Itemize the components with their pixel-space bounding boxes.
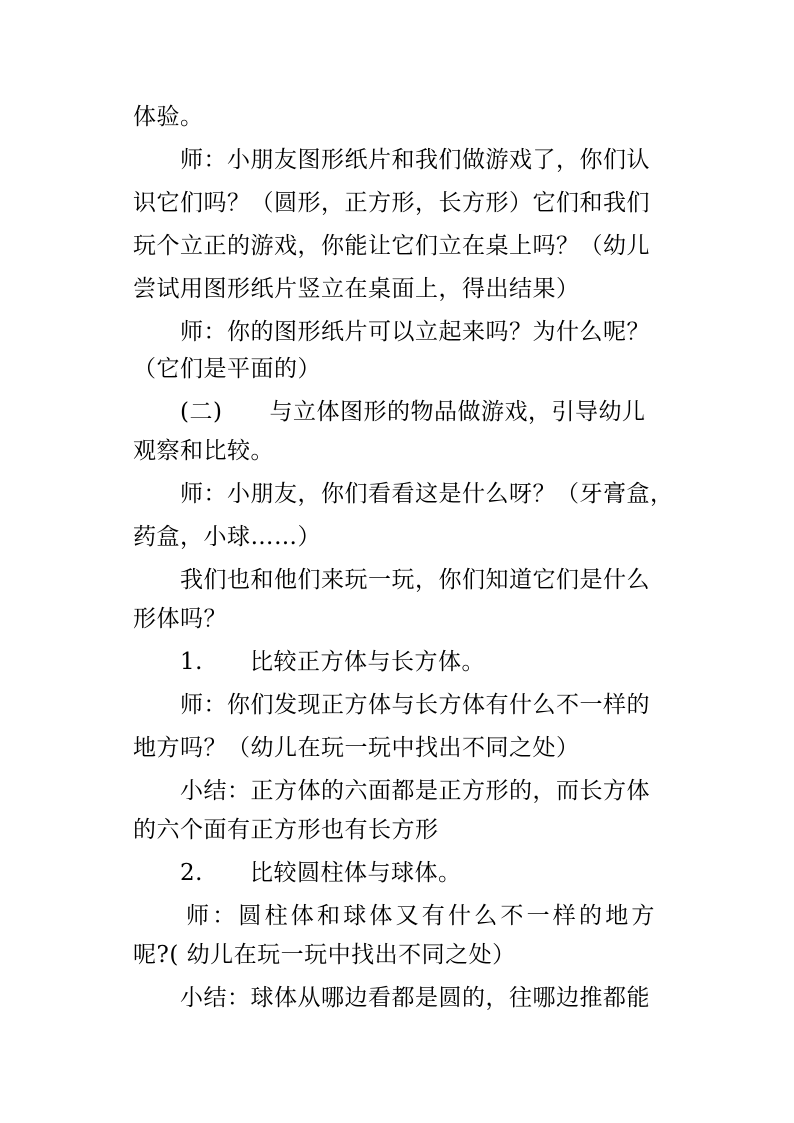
text-line: 地方吗？（幼儿在玩一玩中找出不同之处） bbox=[133, 735, 580, 761]
numbered-item: 2. 比较圆柱体与球体。 bbox=[180, 860, 462, 886]
numbered-item: 1. 比较正方体与长方体。 bbox=[180, 649, 485, 675]
text-line: 呢?( 幼儿在玩一玩中找出不同之处） bbox=[133, 942, 516, 968]
text-line: 师：你们发现正方体与长方体有什么不一样的 bbox=[180, 692, 650, 718]
text-line: 药盒，小球……） bbox=[133, 524, 321, 550]
text-line: 尝试用图形纸片竖立在桌面上，得出结果） bbox=[133, 276, 580, 302]
text-line: 形体吗？ bbox=[133, 606, 227, 632]
text-line: 小结：正方体的六面都是正方形的，而长方体 bbox=[180, 778, 650, 804]
section-heading: (二) 与立体图形的物品做游戏，引导幼儿 bbox=[180, 399, 646, 425]
text-line: 玩个立正的游戏，你能让它们立在桌上吗？（幼儿 bbox=[133, 233, 650, 259]
text-line: 我们也和他们来玩一玩，你们知道它们是什么 bbox=[180, 567, 650, 593]
text-line: 师：圆柱体和球体又有什么不一样的地方 bbox=[186, 903, 658, 929]
text-line: 识它们吗？（圆形，正方形，长方形）它们和我们 bbox=[133, 190, 650, 216]
text-line: （它们是平面的） bbox=[133, 356, 321, 382]
text-line: 师：小朋友，你们看看这是什么呀？（牙膏盒， bbox=[180, 481, 674, 507]
text-line: 小结：球体从哪边看都是圆的，往哪边推都能 bbox=[180, 985, 650, 1011]
text-line: 师：小朋友图形纸片和我们做游戏了，你们认 bbox=[180, 147, 650, 173]
text-line: 体验。 bbox=[133, 104, 204, 130]
text-line: 的六个面有正方形也有长方形 bbox=[133, 817, 439, 843]
text-line: 观察和比较。 bbox=[133, 438, 274, 464]
text-line: 师：你的图形纸片可以立起来吗？为什么呢？ bbox=[180, 319, 650, 345]
